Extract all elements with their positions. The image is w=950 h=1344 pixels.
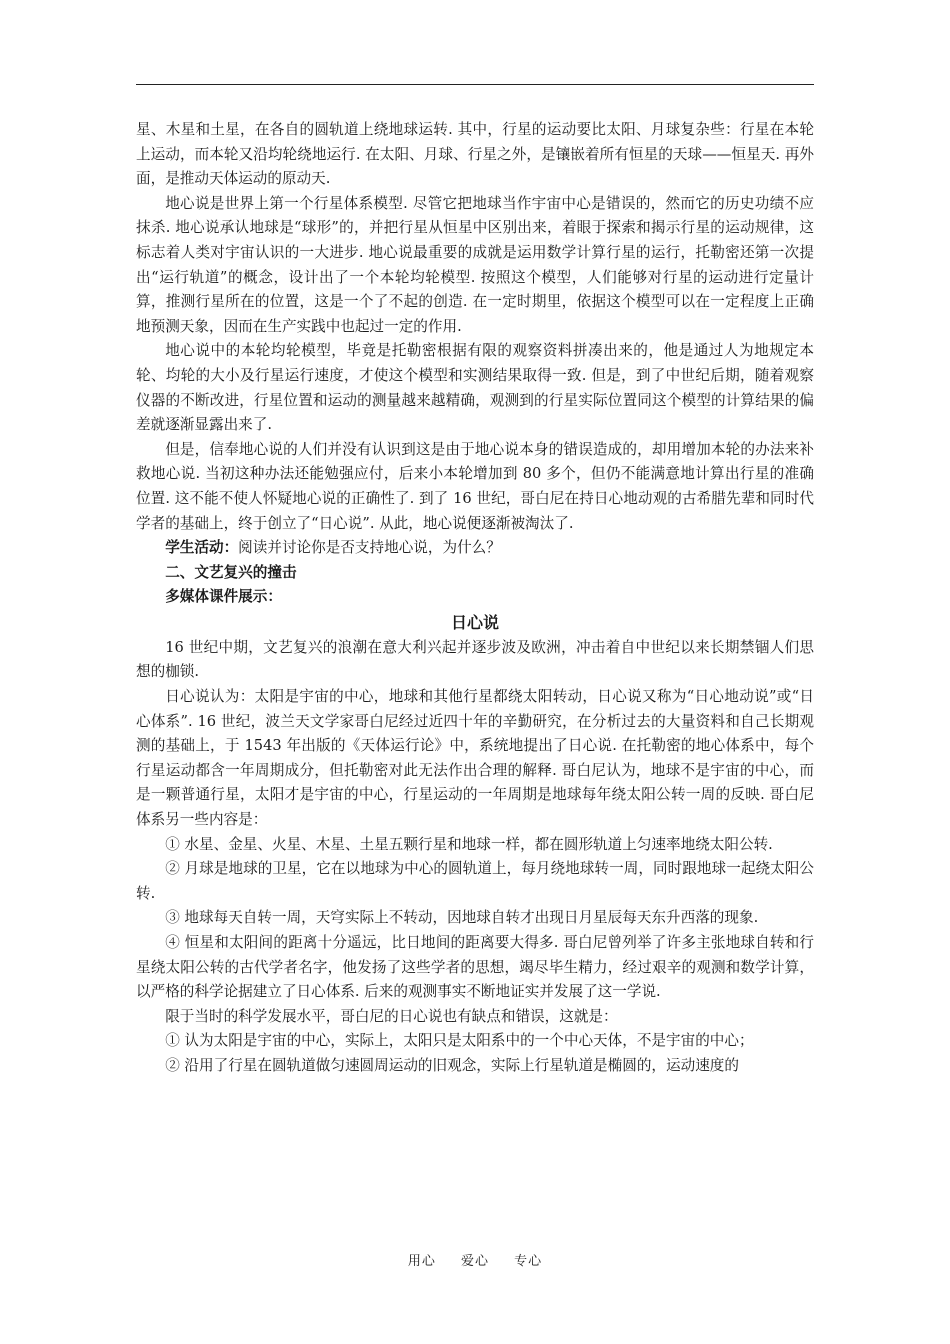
activity-label: 学生活动： — [165, 539, 239, 557]
list-item: ② 沿用了行星在圆轨道做匀速圆周运动的旧观念，实际上行星轨道是椭圆的，运动速度的 — [165, 1056, 739, 1074]
paragraph: 地心说中的本轮均轮模型，毕竟是托勒密根据有限的观察资料拼凑出来的，他是通过人为地规定本轮、均轮的大小及行星运行速度，才使这个模型和实测结果取得一致. 但是，到了中世纪后期，随着观察仪器的不断改进，行星位置和运动的测量越来越精确，观测到的行星实际位置同这个模型的计算结果的偏差就逐渐显露出来了. — [136, 342, 814, 434]
section-title: 日心说 — [450, 612, 499, 632]
paragraph: 星、木星和土星，在各自的圆轨道上绕地球运转. 其中，行星的运动要比太阳、月球复杂些：行星在本轮上运动，而本轮又沿均轮绕地运行. 在太阳、月球、行星之外，是镶嵌着所有恒星的天球——恒星天. 再外面，是推动天体运动的原动天. — [136, 121, 814, 188]
paragraph: 日心说认为：太阳是宇宙的中心，地球和其他行星都绕太阳转动，日心说又称为“日心地动说”或“日心体系”. 16 世纪，波兰天文学家哥白尼经过近四十年的辛勤研究，在分析过去的大量资料和自己长期观测的基础上，于 1543 年出版的《天体运行论》中，系统地提出了日心说. 在托勒密的地心体系中，每个行星运动都含一年周期成分，但托勒密对此无法作出合理的解释. 哥白尼认为，地球不是宇宙的中心，而是一颗普通行星，太阳才是宇宙的中心，行星运动的一年周期是地球每年绕太阳公转一周的反映. 哥白尼体系另一些内容是： — [136, 688, 814, 829]
multimedia-label: 多媒体课件展示： — [165, 588, 282, 606]
document-body — [136, 118, 814, 1079]
footer-text: 用心 — [407, 1254, 436, 1269]
paragraph: 地心说是世界上第一个行星体系模型. 尽管它把地球当作宇宙中心是错误的，然而它的历史功绩不应抹杀. 地心说承认地球是“球形”的，并把行星从恒星中区别出来，着眼于探索和揭示行星的运动规律，这标志着人类对宇宙认识的一大进步. 地心说最重要的成就是运用数学计算行星的运行，托勒密还第一次提出“运行轨道”的概念，设计出了一个本轮均轮模型. 按照这个模型，人们能够对行星的运动进行定量计算，推测行星所在的位置，这是一个了不起的创造. 在一定时期里，依据这个模型可以在一定程度上正确地预测天象，因而在生产实践中也起过一定的作用. — [136, 194, 814, 335]
page-footer — [0, 1250, 950, 1269]
list-item: ① 认为太阳是宇宙的中心，实际上，太阳只是太阳系中的一个中心天体，不是宇宙的中心； — [165, 1032, 754, 1050]
paragraph: 16 世纪中期，文艺复兴的浪潮在意大利兴起并逐步波及欧洲，冲击着自中世纪以来长期禁锢人们思想的枷锁. — [136, 638, 814, 681]
list-item: ③ 地球每天自转一周，天穹实际上不转动，因地球自转才出现日月星辰每天东升西落的现象. — [165, 909, 759, 927]
paragraph: 限于当时的科学发展水平，哥白尼的日心说也有缺点和错误，这就是： — [165, 1007, 618, 1025]
list-item: ④ 恒星和太阳间的距离十分遥远，比日地间的距离要大得多. 哥白尼曾列举了许多主张地球自转和行星绕太阳公转的古代学者名字，他发扬了这些学者的思想，竭尽毕生精力，经过艰辛的观测和数学计算，以严格的科学论据建立了日心体系. 后来的观测事实不断地证实并发展了这一学说. — [136, 934, 814, 1001]
header-rule — [136, 84, 814, 85]
student-activity — [136, 536, 814, 561]
list-item: ② 月球是地球的卫星，它在以地球为中心的圆轨道上，每月绕地球转一周，同时跟地球一起绕太阳公转. — [136, 860, 814, 902]
footer-text: 专心 — [514, 1254, 543, 1269]
activity-text: 阅读并讨论你是否支持地心说，为什么？ — [238, 539, 501, 557]
footer-text: 爱心 — [460, 1254, 489, 1269]
section-heading: 二、文艺复兴的撞击 — [165, 563, 297, 581]
paragraph: 但是，信奉地心说的人们并没有认识到这是由于地心说本身的错误造成的，却用增加本轮的办法来补救地心说. 当初这种办法还能勉强应付，后来小本轮增加到 80 多个，但仍不能满意地计算出行星的准确位置. 这不能不使人怀疑地心说的正确性了. 到了 16 世纪，哥白尼在持日心地动观的古希腊先辈和同时代学者的基础上，终于创立了“日心说”. 从此，地心说便逐渐被淘汰了. — [136, 440, 814, 532]
list-item: ① 水星、金星、火星、木星、土星五颗行星和地球一样，都在圆形轨道上匀速率地绕太阳公转. — [165, 835, 773, 853]
